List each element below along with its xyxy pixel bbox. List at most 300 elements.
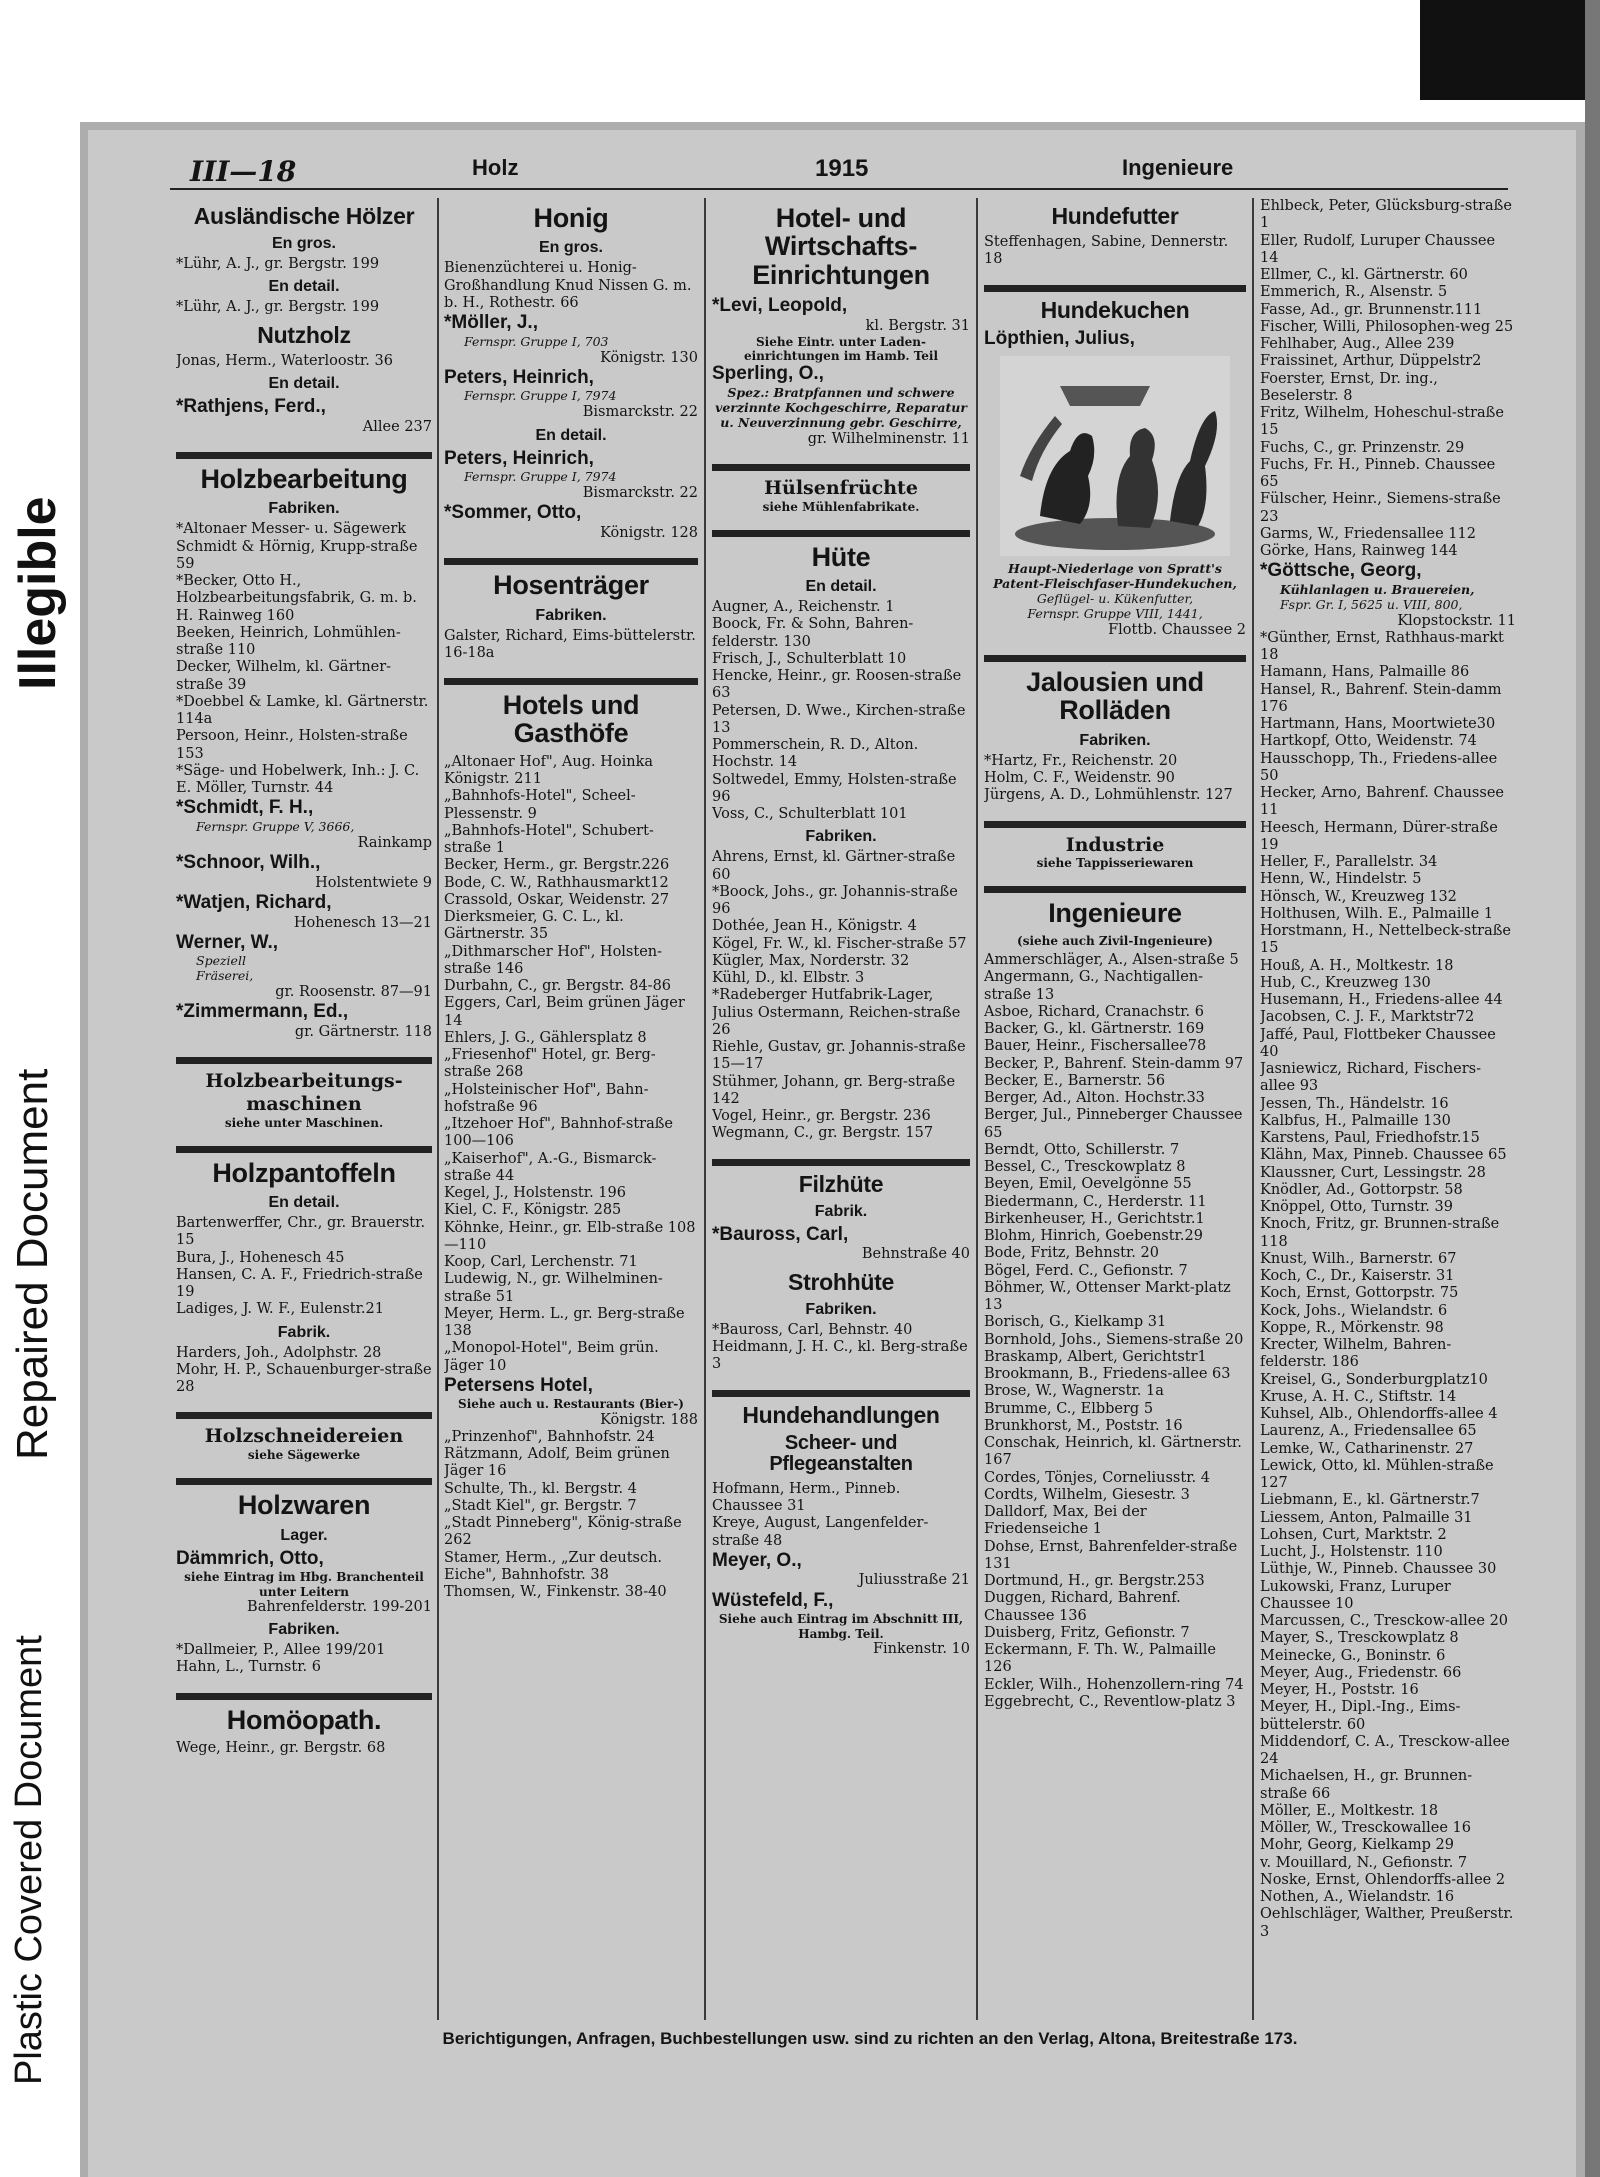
section-rule	[984, 285, 1246, 292]
section-heading: Holzwaren	[237, 1490, 371, 1521]
archive-label-illegible: Illegible	[9, 496, 67, 690]
directory-entry: Cordts, Wilhelm, Giesestr. 3	[984, 1486, 1190, 1503]
directory-entry: Crassold, Oskar, Weidenstr. 27	[444, 891, 670, 908]
directory-entry: Fasse, Ad., gr. Brunnenstr.111	[1260, 301, 1483, 318]
directory-entry: Oehlschläger, Walther, Preußerstr. 3	[1260, 1906, 1514, 1940]
directory-entry-name: *Möller, J.,	[444, 312, 538, 334]
subheading: Fabrik.	[277, 1323, 331, 1341]
directory-entry: *Dallmeier, P., Allee 199/201	[176, 1642, 386, 1659]
directory-entry: Fehlhaber, Aug., Allee 239	[1260, 336, 1455, 352]
directory-entry: Brunkhorst, M., Poststr. 16	[984, 1417, 1183, 1434]
directory-entry: Liebmann, E., kl. Gärtnerstr.7	[1260, 1492, 1480, 1509]
directory-entry: Fritz, Wilhelm, Hoheschul-straße 15	[1260, 405, 1504, 439]
directory-entry: Mohr, Georg, Kielkamp 29	[1260, 1837, 1455, 1854]
subheading: En detail.	[268, 1194, 340, 1212]
directory-entry: „Stadt Pinneberg", König-straße 262	[444, 1515, 682, 1549]
directory-entry-address: Rainkamp	[357, 834, 432, 851]
section-rule	[176, 1693, 432, 1700]
directory-entry: Duisberg, Fritz, Gefionstr. 7	[984, 1624, 1190, 1641]
directory-entry-address: Holstentwiete 9	[315, 874, 432, 891]
header-right-keyword: Ingenieure	[1122, 155, 1234, 180]
section-heading: Hosenträger	[493, 570, 649, 601]
directory-entry: Lucht, J., Holstenstr. 110	[1260, 1544, 1443, 1561]
directory-entry-note: Geflügel- u. Kükenfutter,	[1036, 591, 1194, 607]
directory-entry: Horstmann, H., Nettelbeck-straße 15	[1260, 923, 1512, 957]
directory-entry: Berger, Jul., Pinneberger Chaussee 65	[984, 1107, 1243, 1141]
section-rule	[984, 821, 1246, 828]
directory-entry: Middendorf, C. A., Tresckow-allee 24	[1260, 1733, 1510, 1768]
section-heading: Holzpantoffeln	[212, 1157, 396, 1188]
directory-entry: Klähn, Max, Pinneb. Chaussee 65	[1260, 1147, 1507, 1164]
section-heading: Strohhüte	[788, 1268, 894, 1295]
directory-entry-name: Peters, Heinrich,	[444, 366, 594, 388]
section-rule	[444, 558, 698, 565]
cross-reference: siehe Sägewerke	[247, 1448, 361, 1463]
directory-entry-address: Juliusstraße 21	[858, 1572, 970, 1589]
column-separator	[1252, 198, 1254, 2020]
directory-entry: Lüthje, W., Pinneb. Chaussee 30	[1260, 1561, 1497, 1578]
directory-entry: Rätzmann, Adolf, Beim grünen Jäger 16	[444, 1446, 670, 1480]
directory-entry: Krecter, Wilhelm, Bahren-felderstr. 186	[1260, 1337, 1452, 1371]
section-heading: Hotel- und Wirtschafts-Einrichtungen	[752, 203, 930, 290]
section-rule	[444, 678, 698, 685]
directory-entry: Berndt, Otto, Schillerstr. 7	[984, 1141, 1180, 1158]
directory-entry: Kügler, Max, Norderstr. 32	[712, 952, 910, 969]
subheading: Fabrik.	[814, 1202, 868, 1220]
directory-entry: Hofmann, Herm., Pinneb. Chaussee 31	[712, 1480, 901, 1515]
section-heading: Filzhüte	[798, 1170, 884, 1197]
column-separator	[437, 198, 439, 2020]
column-1	[176, 198, 432, 2023]
directory-entry: Eckermann, F. Th. W., Palmaille 126	[984, 1642, 1217, 1676]
directory-entry: Hartkopf, Otto, Weidenstr. 74	[1260, 733, 1477, 750]
directory-entry: Ahrens, Ernst, kl. Gärtner-straße 60	[712, 849, 956, 883]
directory-entry: Dothée, Jean H., Königstr. 4	[712, 918, 917, 935]
directory-entry: Kögel, Fr. W., kl. Fischer-straße 57	[712, 935, 967, 952]
directory-entry: Fuchs, C., gr. Prinzenstr. 29	[1260, 439, 1465, 456]
directory-entry: Kreye, August, Langenfelder-straße 48	[712, 1515, 929, 1549]
section-heading: Hundekuchen	[1040, 296, 1190, 323]
subheading: Fabriken.	[805, 828, 877, 846]
section-heading: Homöopath.	[226, 1704, 382, 1735]
directory-entry-address: gr. Gärtnerstr. 118	[294, 1024, 432, 1041]
cross-reference-heading: Hülsenfrüchte	[764, 476, 918, 499]
directory-entry: Augner, A., Reichenstr. 1	[712, 599, 895, 616]
column-3	[712, 198, 970, 2023]
directory-entry: Brose, W., Wagnerstr. 1a	[984, 1383, 1164, 1400]
directory-entry-note: Fspr. Gr. I, 5625 u. VIII, 800,	[1280, 596, 1463, 612]
directory-entry: Nothen, A., Wielandstr. 16	[1260, 1889, 1455, 1906]
directory-entry-note: Siehe auch Eintrag im Abschnitt III, Hambg. Teil.	[718, 1612, 964, 1641]
section-rule	[176, 1412, 432, 1419]
directory-entry: Frisch, J., Schulterblatt 10	[712, 650, 907, 667]
section-heading: Hotels und Gasthöfe	[502, 690, 640, 749]
directory-entry: Petersen, D. Wwe., Kirchen-straße 13	[712, 702, 966, 736]
section-rule	[984, 655, 1246, 662]
section-rule	[176, 452, 432, 459]
directory-entry: Garms, W., Friedensallee 112	[1260, 525, 1476, 542]
section-heading: Scheer- und Pflegeanstalten	[769, 1431, 913, 1475]
directory-entry: Heidmann, J. H. C., kl. Berg-straße 3	[712, 1339, 968, 1373]
directory-entry: Dierksmeier, G. C. L., kl. Gärtnerstr. 35	[444, 909, 624, 943]
directory-entry: *Altonaer Messer- u. Sägewerk Schmidt & Hörnig, Krupp-straße 59	[176, 521, 418, 572]
directory-entry-name: Meyer, O.,	[712, 1549, 802, 1571]
section-rule	[712, 530, 970, 537]
directory-entry: Fischer, Willi, Philosophen-weg 25	[1260, 318, 1514, 335]
directory-entry: „Stadt Kiel", gr. Bergstr. 7	[444, 1497, 637, 1514]
subheading: En detail.	[268, 278, 340, 296]
subheading: Fabriken.	[268, 500, 340, 518]
directory-entry: Görke, Hans, Rainweg 144	[1260, 543, 1458, 559]
directory-entry: Stamer, Herm., „Zur deutsch. Eiche", Bahnhofstr. 38	[444, 1549, 663, 1583]
directory-entry: Meinecke, G., Boninstr. 6	[1260, 1647, 1446, 1664]
column-separator	[704, 198, 706, 2020]
directory-entry: Lohsen, Curt, Marktstr. 2	[1260, 1526, 1447, 1543]
directory-entry: Dohse, Ernst, Bahrenfelder-straße 131	[984, 1538, 1238, 1572]
directory-entry-note: Fernspr. Gruppe I, 7974	[464, 469, 617, 485]
directory-entry: Harders, Joh., Adolphstr. 28	[176, 1344, 382, 1361]
directory-entry: Bartenwerffer, Chr., gr. Brauerstr. 15	[176, 1215, 426, 1249]
cross-reference-heading: Holzbearbeitungs-maschinen	[205, 1070, 403, 1115]
subheading: En gros.	[271, 235, 336, 253]
scan-right-edge	[1585, 0, 1600, 2177]
section-heading: Honig	[533, 203, 609, 233]
directory-entry: Conschak, Heinrich, kl. Gärtnerstr. 167	[984, 1435, 1242, 1469]
directory-entry: Birkenheuser, H., Gerichtstr.1	[984, 1210, 1205, 1227]
directory-entry-address: gr. Roosenstr. 87—91	[275, 984, 432, 1001]
directory-entry: Jürgens, A. D., Lohmühlenstr. 127	[984, 787, 1233, 804]
directory-entry: Biedermann, C., Herderstr. 11	[984, 1193, 1207, 1210]
directory-entry: Brookmann, B., Friedens-allee 63	[984, 1366, 1231, 1383]
subheading: Fabriken.	[268, 1621, 340, 1639]
section-heading: Nutzholz	[257, 321, 351, 348]
directory-entry-address: gr. Wilhelminenstr. 11	[807, 430, 970, 447]
directory-entry: Husemann, H., Friedens-allee 44	[1260, 992, 1503, 1009]
directory-entry: Heller, F., Parallelstr. 34	[1260, 854, 1438, 871]
directory-entry-name: *Sommer, Otto,	[444, 502, 582, 524]
subheading: En detail.	[535, 426, 607, 444]
publisher-footer: Berichtigungen, Anfragen, Buchbestellungen usw. sind zu richten an den Verlag, Altona, Breitestraße 173.	[442, 2029, 1298, 2048]
directory-entry: Ludewig, N., gr. Wilhelminen-straße 51	[444, 1271, 663, 1305]
directory-entry: Lukowski, Franz, Luruper Chaussee 10	[1260, 1578, 1451, 1612]
directory-entry: Kuhsel, Alb., Ohlendorffs-allee 4	[1260, 1406, 1498, 1423]
directory-entry: Dortmund, H., gr. Bergstr.253	[984, 1573, 1205, 1590]
directory-entry: *Lühr, A. J., gr. Bergstr. 199	[176, 256, 380, 273]
directory-entry-name: *Schnoor, Wilh.,	[176, 852, 321, 874]
directory-entry: „Altonaer Hof", Aug. Hoinka Königstr. 211	[444, 753, 654, 788]
directory-entry-name: *Göttsche, Georg,	[1260, 560, 1422, 582]
directory-entry: Böhmer, W., Ottenser Markt-platz 13	[984, 1279, 1231, 1314]
directory-entry-address: Flottb. Chaussee 2	[1108, 621, 1246, 638]
directory-entry: Soltwedel, Emmy, Holsten-straße 96	[712, 771, 957, 805]
directory-entry-name: *Rathjens, Ferd.,	[176, 396, 326, 418]
directory-entry: Asboe, Richard, Cranachstr. 6	[984, 1003, 1204, 1020]
directory-entry: Kalbfus, H., Palmaille 130	[1260, 1112, 1451, 1129]
directory-entry: Berger, Ad., Alton. Hochstr.33	[984, 1090, 1205, 1107]
directory-entry-note: siehe Eintrag im Hbg. Branchenteil unter Leitern	[184, 1570, 424, 1599]
directory-entry: *Boock, Johs., gr. Johannis-straße 96	[712, 883, 958, 918]
directory-entry-note: Speziell	[196, 953, 246, 969]
cross-reference: (siehe auch Zivil-Ingenieure)	[1017, 933, 1213, 948]
section-rule	[176, 1057, 432, 1064]
directory-entry: Kegel, J., Holstenstr. 196	[444, 1185, 626, 1202]
directory-entry: Jaffé, Paul, Flottbeker Chaussee 40	[1260, 1026, 1496, 1060]
directory-entry-name: Löpthien, Julius,	[984, 327, 1135, 349]
directory-entry: Hönsch, W., Kreuzweg 132	[1260, 888, 1457, 905]
directory-entry: Hansen, C. A. F., Friedrich-straße 19	[176, 1266, 423, 1301]
directory-entry: Houß, A. H., Moltkestr. 18	[1260, 957, 1454, 974]
directory-entry-note: Fernspr. Gruppe I, 7974	[464, 388, 617, 404]
directory-entry: Ammerschläger, A., Alsen-straße 5	[984, 952, 1239, 969]
directory-entry: Hartmann, Hans, Moortwiete30	[1260, 716, 1496, 733]
directory-entry: Beeken, Heinrich, Lohmühlen-straße 110	[176, 624, 401, 659]
section-rule	[712, 464, 970, 471]
directory-entry: Knöppel, Otto, Turnstr. 39	[1260, 1199, 1453, 1216]
subheading: Fabriken.	[805, 1300, 877, 1318]
directory-entry-address: Bahrenfelderstr. 199-201	[247, 1598, 432, 1615]
directory-entry: Bögel, Ferd. C., Gefionstr. 7	[984, 1262, 1188, 1279]
directory-entry: Thomsen, W., Finkenstr. 38-40	[444, 1584, 667, 1601]
cross-reference: siehe unter Maschinen.	[224, 1115, 384, 1130]
scan-margin-strip	[0, 0, 76, 2177]
subheading: En detail.	[268, 375, 340, 393]
directory-entry: Henn, W., Hindelstr. 5	[1260, 871, 1422, 888]
directory-entry: Fraissinet, Arthur, Düppelstr2	[1260, 353, 1482, 370]
section-heading: Ausländische Hölzer	[193, 203, 415, 229]
cross-reference: siehe Mühlenfabrikate.	[762, 499, 920, 514]
directory-entry: Noske, Ernst, Ohlendorffs-allee 2	[1260, 1871, 1506, 1888]
directory-entry: Becker, P., Bahrenf. Stein-damm 97	[984, 1055, 1244, 1072]
directory-entry: Backer, G., kl. Gärtnerstr. 169	[984, 1021, 1205, 1038]
directory-entry-note: Fräserei,	[196, 968, 254, 984]
directory-entry: Beyen, Emil, Oevelgönne 55	[984, 1176, 1192, 1193]
directory-entry: Karstens, Paul, Friedhofstr.15	[1260, 1130, 1480, 1147]
cross-reference-heading: Industrie	[1065, 833, 1165, 856]
directory-entry: Bienenzüchterei u. Honig-Großhandlung Knud Nissen G. m. b. H., Rothestr. 66	[444, 260, 692, 311]
directory-entry: Heesch, Hermann, Dürer-straße 19	[1260, 819, 1498, 853]
directory-entry: Möller, W., Tresckowallee 16	[1260, 1820, 1472, 1837]
section-rule	[176, 1146, 432, 1153]
directory-entry: Foerster, Ernst, Dr. ing., Beselerstr. 8	[1260, 370, 1438, 404]
directory-entry: Becker, Herm., gr. Bergstr.226	[444, 857, 670, 874]
directory-entry: Knust, Wilh., Barnerstr. 67	[1260, 1250, 1457, 1267]
directory-entry: Jessen, Th., Händelstr. 16	[1260, 1095, 1449, 1112]
directory-entry: Marcussen, C., Tresckow-allee 20	[1260, 1613, 1509, 1630]
directory-entry: Jasniewicz, Richard, Fischers-allee 93	[1260, 1061, 1482, 1095]
directory-entry: *Günther, Ernst, Rathhaus-markt 18	[1260, 629, 1504, 664]
cross-reference-heading: Holzschneidereien	[204, 1425, 404, 1448]
directory-entry: Knoch, Fritz, gr. Brunnen-straße 118	[1260, 1216, 1500, 1250]
section-heading: Hundefutter	[1051, 203, 1179, 229]
header-year: 1915	[815, 155, 869, 182]
directory-entry-note: Fernspr. Gruppe VIII, 1441,	[1027, 606, 1203, 622]
directory-entry: Hahn, L., Turnstr. 6	[176, 1659, 321, 1676]
directory-entry-note: Siehe auch u. Restaurants (Bier-)	[458, 1397, 684, 1412]
directory-entry-name: *Zimmermann, Ed.,	[176, 1001, 349, 1023]
section-heading: Ingenieure	[1048, 898, 1182, 929]
column-5	[1260, 198, 1516, 2023]
directory-entry: Kiel, C. F., Königstr. 285	[444, 1202, 622, 1219]
directory-entry-address: Königstr. 128	[600, 524, 698, 541]
directory-entry-name: *Levi, Leopold,	[712, 295, 848, 317]
dogs-illustration	[1000, 356, 1230, 556]
directory-entry: Bura, J., Hohenesch 45	[176, 1249, 345, 1266]
directory-entry: „Dithmarscher Hof", Holsten-straße 146	[444, 943, 663, 977]
directory-entry: „Prinzenhof", Bahnhofstr. 24	[444, 1428, 655, 1445]
directory-entry: Hencke, Heinr., gr. Roosen-straße 63	[712, 668, 962, 702]
directory-entry: Fülscher, Heinr., Siemens-straße 23	[1260, 491, 1501, 525]
directory-entry: Koch, C., Dr., Kaiserstr. 31	[1260, 1268, 1455, 1285]
directory-entry-address: Königstr. 188	[600, 1411, 698, 1428]
directory-entry: Pommerschein, R. D., Alton. Hochstr. 14	[712, 737, 919, 771]
directory-entry-note: Haupt-Niederlage von Spratt's Patent-Fleischfaser-Hundekuchen,	[993, 561, 1237, 592]
directory-entry: „Itzehoer Hof", Bahnhof-straße 100—106	[444, 1116, 674, 1150]
subheading: Fabriken.	[1079, 731, 1151, 749]
section-heading: Jalousien und Rolläden	[1026, 667, 1204, 726]
directory-entry: *Radeberger Hutfabrik-Lager, Julius Ostermann, Reichen-straße 26	[712, 987, 961, 1038]
scan-corner-shadow	[1420, 0, 1600, 100]
directory-entry: Eckler, Wilh., Hohenzollern-ring 74	[984, 1676, 1244, 1693]
directory-entry: Voss, C., Schulterblatt 101	[712, 806, 908, 823]
directory-entry: Ellmer, C., kl. Gärtnerstr. 60	[1260, 267, 1468, 283]
directory-entry: „Bahnhofs-Hotel", Schubert-straße 1	[444, 822, 654, 857]
directory-entry: Wege, Heinr., gr. Bergstr. 68	[176, 1739, 386, 1756]
directory-entry: Hausschopp, Th., Friedens-allee 50	[1260, 750, 1498, 784]
section-heading: Hüte	[811, 541, 871, 572]
section-rule	[176, 1478, 432, 1485]
directory-entry: Boock, Fr. & Sohn, Bahren-felderstr. 130	[712, 616, 914, 650]
directory-entry: Galster, Richard, Eims-büttelerstr. 16-18a	[444, 627, 696, 661]
directory-entry-note: Fernspr. Gruppe I, 703	[464, 333, 609, 349]
directory-entry: „Bahnhofs-Hotel", Scheel-Plessenstr. 9	[444, 788, 636, 822]
directory-entry: Bornhold, Johs., Siemens-straße 20	[984, 1331, 1244, 1348]
directory-entry-note: Spez.: Bratpfannen und schwere verzinnte Kochgeschirre, Reparatur u. Neuverzinnung gebr. Geschirre,	[715, 385, 967, 430]
archive-label-repaired: Repaired Document	[8, 1068, 57, 1460]
column-2	[444, 198, 698, 2023]
directory-entry: Lemke, W., Catharinenstr. 27	[1260, 1440, 1474, 1457]
section-heading: Hundehandlungen	[742, 1401, 940, 1428]
directory-entry: Duggen, Richard, Bahrenf. Chaussee 136	[984, 1590, 1181, 1624]
section-rule	[984, 886, 1246, 893]
directory-entry: *Doebbel & Lamke, kl. Gärtnerstr. 114a	[176, 693, 429, 728]
directory-entry: „Holsteinischer Hof", Bahn-hofstraße 96	[444, 1081, 649, 1115]
directory-entry: Meyer, Herm. L., gr. Berg-straße 138	[444, 1305, 685, 1340]
directory-entry: Ehlbeck, Peter, Glücksburg-straße 1	[1260, 198, 1512, 232]
directory-entry: Liessem, Anton, Palmaille 31	[1260, 1509, 1473, 1526]
directory-entry: Holm, C. F., Weidenstr. 90	[984, 770, 1175, 787]
directory-entry: Kruse, A. H. C., Stiftstr. 14	[1260, 1388, 1457, 1405]
directory-entry: v. Mouillard, N., Gefionstr. 7	[1260, 1854, 1468, 1871]
directory-entry: Ladiges, J. W. F., Eulenstr.21	[176, 1301, 384, 1318]
directory-entry-address: Hohenesch 13—21	[293, 914, 432, 931]
directory-entry: Bode, C. W., Rathhausmarkt12	[444, 874, 669, 891]
directory-entry: Riehle, Gustav, gr. Johannis-straße 15—17	[712, 1039, 966, 1073]
directory-entry: Holthusen, Wilh. E., Palmaille 1	[1260, 905, 1494, 922]
directory-entry: Jacobsen, C. J. F., Marktstr72	[1260, 1009, 1475, 1026]
directory-entry: Lewick, Otto, kl. Mühlen-straße 127	[1260, 1457, 1494, 1492]
directory-entry: Bode, Fritz, Behnstr. 20	[984, 1245, 1159, 1262]
directory-entry: Mohr, H. P., Schauenburger-straße 28	[176, 1361, 432, 1396]
directory-entry: Hub, C., Kreuzweg 130	[1260, 974, 1431, 991]
directory-entry: Schulte, Th., kl. Bergstr. 4	[444, 1480, 637, 1497]
directory-entry: Michaelsen, H., gr. Brunnen-straße 66	[1260, 1768, 1473, 1802]
directory-entry: Möller, E., Moltkestr. 18	[1260, 1802, 1439, 1819]
directory-entry: Wegmann, C., gr. Bergstr. 157	[712, 1125, 934, 1142]
directory-entry: Koch, Ernst, Gottorpstr. 75	[1260, 1285, 1459, 1302]
directory-entry: Knödler, Ad., Gottorpstr. 58	[1260, 1181, 1463, 1198]
directory-entry: Blohm, Hinrich, Goebenstr.29	[984, 1228, 1203, 1245]
directory-entry: Eller, Rudolf, Luruper Chaussee 14	[1260, 232, 1496, 266]
directory-entry: Hansel, R., Bahrenf. Stein-damm 176	[1260, 681, 1502, 715]
directory-entry: Jonas, Herm., Waterloostr. 36	[176, 352, 393, 369]
subheading: Fabriken.	[535, 606, 607, 624]
directory-entry-name: *Bauross, Carl,	[712, 1223, 849, 1245]
header-rule	[170, 188, 1508, 190]
subheading: En detail.	[805, 578, 877, 596]
directory-entry-name: Sperling, O.,	[712, 363, 824, 385]
directory-entry: *Säge- und Hobelwerk, Inh.: J. C. E. Möller, Turnstr. 44	[176, 762, 420, 797]
directory-entry: Cordes, Tönjes, Corneliusstr. 4	[984, 1469, 1210, 1486]
directory-entry-name: Dämmrich, Otto,	[176, 1547, 324, 1569]
directory-entry: Brumme, C., Elbberg 5	[984, 1400, 1154, 1417]
directory-entry: Braskamp, Albert, Gerichtstr1	[984, 1348, 1207, 1365]
directory-entry: Becker, E., Barnerstr. 56	[984, 1072, 1166, 1089]
directory-entry: Persoon, Heinr., Holsten-straße 153	[176, 728, 408, 762]
section-heading: Holzbearbeitung	[200, 463, 408, 494]
directory-entry: „Monopol-Hotel", Beim grün. Jäger 10	[444, 1340, 659, 1374]
directory-entry: Köhnke, Heinr., gr. Elb-straße 108—110	[444, 1219, 696, 1253]
directory-entry: Koop, Carl, Lerchenstr. 71	[444, 1254, 638, 1271]
directory-entry: „Kaiserhof", A.-G., Bismarck-straße 44	[444, 1150, 657, 1184]
directory-entry: Bauer, Heinr., Fischersallee78	[984, 1038, 1207, 1055]
directory-entry-name: *Schmidt, F. H.,	[176, 797, 314, 819]
directory-entry: Kühl, D., kl. Elbstr. 3	[712, 970, 865, 987]
directory-entry-address: kl. Bergstr. 31	[865, 317, 970, 334]
directory-entry-name: Wüstefeld, F.,	[712, 1589, 834, 1611]
header-left-keyword: Holz	[472, 155, 519, 180]
column-separator	[976, 198, 978, 2020]
directory-entry-address: Klopstockstr. 11	[1397, 612, 1516, 629]
directory-entry: Dalldorf, Max, Bei der Friedenseiche 1	[984, 1504, 1147, 1538]
column-4	[984, 198, 1246, 2023]
directory-entry: Steffenhagen, Sabine, Dennerstr. 18	[984, 234, 1229, 268]
directory-entry-name: *Watjen, Richard,	[176, 891, 332, 913]
directory-entry: Eggebrecht, C., Reventlow-platz 3	[984, 1693, 1236, 1710]
directory-entry: Laurenz, A., Friedensallee 65	[1260, 1423, 1477, 1440]
page-number: III—18	[190, 155, 297, 188]
directory-entry-name: Peters, Heinrich,	[444, 447, 594, 469]
directory-entry-note: Siehe Eintr. unter Laden-einrichtungen im Hamb. Teil	[743, 334, 939, 364]
directory-entry-note: Kühlanlagen u. Brauereien,	[1280, 581, 1475, 597]
directory-entry: Emmerich, R., Alsenstr. 5	[1260, 284, 1448, 301]
directory-entry: „Friesenhof" Hotel, gr. Berg-straße 268	[444, 1047, 656, 1081]
directory-entry: *Bauross, Carl, Behnstr. 40	[712, 1321, 913, 1338]
section-rule	[712, 1159, 970, 1166]
directory-entry: Meyer, Aug., Friedenstr. 66	[1260, 1664, 1462, 1681]
directory-entry: Eggers, Carl, Beim grünen Jäger 14	[444, 995, 685, 1029]
directory-entry: Fuchs, Fr. H., Pinneb. Chaussee 65	[1260, 456, 1496, 490]
section-rule	[712, 1390, 970, 1397]
directory-entry: Klaussner, Curt, Lessingstr. 28	[1260, 1164, 1486, 1181]
directory-entry: *Hartz, Fr., Reichenstr. 20	[984, 752, 1178, 769]
directory-entry-name: Petersens Hotel,	[444, 1374, 593, 1396]
subheading: En gros.	[538, 239, 603, 257]
directory-entry-address: Königstr. 130	[600, 349, 698, 366]
subheading: Lager.	[280, 1526, 328, 1544]
directory-entry: Durbahn, C., gr. Bergstr. 84-86	[444, 978, 672, 995]
directory-entry-note: Fernspr. Gruppe V, 3666,	[196, 818, 355, 834]
directory-entry: Decker, Wilhelm, kl. Gärtner-straße 39	[176, 659, 392, 693]
